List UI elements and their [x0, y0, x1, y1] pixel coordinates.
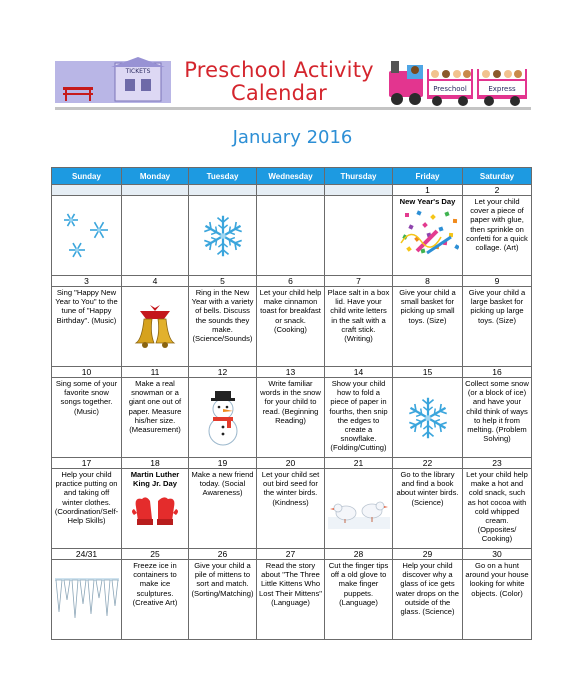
date-number: 3	[52, 276, 122, 287]
day-cell	[257, 287, 325, 367]
activity-text: Help your child practice putting on and taking off winter clothes. (Coordination/Self-Help Skills)	[54, 470, 119, 526]
activity-row	[52, 196, 532, 276]
month-title: January 2016	[232, 127, 353, 148]
date-number	[189, 185, 257, 196]
activity-text: Read the story about "The Three Little Kittens Who Lost Their Mittens" (Language)	[259, 561, 322, 607]
day-cell	[189, 378, 257, 458]
weekday-header-thursday: Thursday	[325, 168, 393, 185]
date-number: 20	[257, 458, 325, 469]
empty-cell	[257, 196, 325, 276]
activity-text: Freeze ice in containers to make ice sculptures. (Creative Art)	[132, 561, 178, 607]
activity-text: Make a new friend today. (Social Awareness)	[191, 470, 254, 498]
day-cell	[52, 469, 122, 549]
snowflakes-icon	[57, 206, 117, 266]
snowflake-icon	[405, 395, 451, 441]
activity-text: Cut the finger tips off a old glove to make finger puppets. (Language)	[328, 561, 389, 607]
day-cell	[325, 469, 393, 549]
weekday-header-tuesday: Tuesday	[189, 168, 257, 185]
day-cell	[325, 378, 393, 458]
title-line-2: Calendar	[230, 81, 328, 105]
day-cell	[122, 560, 189, 640]
date-number: 13	[257, 367, 325, 378]
day-cell	[52, 560, 122, 640]
day-cell	[189, 196, 257, 276]
date-number: 8	[393, 276, 463, 287]
date-number: 7	[325, 276, 393, 287]
date-number	[325, 185, 393, 196]
mittens-icon	[130, 495, 180, 529]
date-number-row	[52, 276, 532, 287]
day-cell	[463, 287, 532, 367]
activity-text: Go on a hunt around your house looking for white objects. (Color)	[465, 561, 529, 598]
date-number: 11	[122, 367, 189, 378]
holiday-title: New Year's Day	[399, 197, 456, 206]
day-cell	[122, 469, 189, 549]
day-cell	[325, 560, 393, 640]
day-cell	[463, 560, 532, 640]
date-number: 6	[257, 276, 325, 287]
day-cell	[325, 287, 393, 367]
day-cell	[257, 378, 325, 458]
activity-row	[52, 287, 532, 367]
day-cell	[463, 469, 532, 549]
activity-text: Place salt in a box lid. Have your child write letters in the salt with a craft stick. (Writing)	[327, 288, 390, 344]
activity-text: Let your child cover a piece of paper with glue, then sprinkle on confetti for a quick collage. (Art)	[466, 197, 528, 253]
date-number: 14	[325, 367, 393, 378]
page-title	[173, 59, 385, 105]
day-cell	[393, 378, 463, 458]
activity-text: Sing some of your favorite snow songs together. (Music)	[55, 379, 118, 416]
day-cell	[189, 287, 257, 367]
date-number: 12	[189, 367, 257, 378]
title-line-1: Preschool Activity	[184, 58, 374, 82]
activity-text: Collect some snow (or a block of ice) and have your child think of ways to help it from melting. (Problem Solving)	[465, 379, 529, 444]
track-line	[55, 107, 531, 110]
activity-text: Ring in the New Year with a variety of bells. Discuss the sounds they make. (Science/Sounds)	[191, 288, 254, 344]
day-cell	[52, 378, 122, 458]
activity-text: Let your child set out bird seed for the winter birds. (Kindness)	[261, 470, 320, 507]
weekday-header-wednesday: Wednesday	[257, 168, 325, 185]
activity-text: Give your child a large basket for picking up large toys. (Size)	[468, 288, 526, 325]
date-number: 5	[189, 276, 257, 287]
date-number: 22	[393, 458, 463, 469]
date-number: 18	[122, 458, 189, 469]
date-number: 24/31	[52, 549, 122, 560]
date-number: 19	[189, 458, 257, 469]
birds-icon	[328, 489, 390, 529]
day-cell	[463, 378, 532, 458]
date-number: 9	[463, 276, 532, 287]
activity-text: Show your child how to fold a piece of paper in fourths, then snip the edges to create a snowflake. (Folding/Cutting)	[329, 379, 388, 453]
activity-text: Give your child a pile of mittens to sort and match. (Sorting/Matching)	[191, 561, 254, 598]
date-number	[122, 185, 189, 196]
day-cell	[189, 560, 257, 640]
date-number: 17	[52, 458, 122, 469]
day-cell	[463, 196, 532, 276]
activity-row	[52, 560, 532, 640]
day-cell	[122, 287, 189, 367]
activity-text: Sing "Happy New Year to You" to the tune of "Happy Birthday". (Music)	[55, 288, 118, 325]
date-number: 10	[52, 367, 122, 378]
empty-cell	[325, 196, 393, 276]
weekday-header-saturday: Saturday	[463, 168, 532, 185]
weekday-header-row	[52, 168, 532, 185]
day-cell	[393, 560, 463, 640]
date-number: 25	[122, 549, 189, 560]
bells-icon	[130, 303, 180, 351]
weekday-header-friday: Friday	[393, 168, 463, 185]
confetti-icon	[397, 207, 459, 257]
date-number: 23	[463, 458, 532, 469]
station-sign: TICKETS	[125, 68, 151, 75]
day-cell	[257, 560, 325, 640]
activity-text: Write familiar words in the snow for your child to read. (Beginning Reading)	[260, 379, 321, 425]
day-cell	[122, 378, 189, 458]
day-cell	[393, 469, 463, 549]
activity-text: Let your child help make cinnamon toast for breakfast or snack. (Cooking)	[259, 288, 322, 334]
date-number: 28	[325, 549, 393, 560]
calendar-header	[55, 55, 531, 115]
date-number: 21	[325, 458, 393, 469]
icicles-icon	[55, 578, 119, 622]
holiday-title: Martin Luther King Jr. Day	[130, 470, 180, 489]
day-cell	[257, 469, 325, 549]
empty-cell	[122, 196, 189, 276]
day-cell	[52, 196, 122, 276]
train-car1-sign: Preschool	[433, 85, 467, 93]
date-number: 2	[463, 185, 532, 196]
train-icon	[385, 55, 531, 111]
activity-text: Help your child discover why a glass of ice gets water drops on the outside of the glass. (Science)	[396, 561, 459, 617]
weekday-header-monday: Monday	[122, 168, 189, 185]
date-number: 27	[257, 549, 325, 560]
date-number	[52, 185, 122, 196]
date-number: 30	[463, 549, 532, 560]
train-car2-sign: Express	[488, 85, 516, 93]
snowman-icon	[201, 389, 245, 447]
activity-text: Make a real snowman or a giant one out of paper. Measure his/her size. (Measurement)	[128, 379, 182, 435]
day-cell	[393, 287, 463, 367]
day-cell	[189, 469, 257, 549]
date-number: 15	[393, 367, 463, 378]
activity-text: Let your child help make a hot and cold snack, such as hot cocoa with cold whipped cream. (Opposites/ Cooking)	[466, 470, 528, 544]
date-number-row	[52, 185, 532, 196]
date-number: 1	[393, 185, 463, 196]
date-number: 16	[463, 367, 532, 378]
calendar-grid	[51, 167, 532, 640]
date-number: 26	[189, 549, 257, 560]
activity-text: Give your child a small basket for picking up small toys. (Size)	[399, 288, 456, 325]
date-number: 29	[393, 549, 463, 560]
date-number	[257, 185, 325, 196]
activity-row	[52, 378, 532, 458]
activity-row	[52, 469, 532, 549]
train-station-icon	[55, 57, 171, 105]
snowflake-icon	[200, 213, 246, 259]
day-cell	[52, 287, 122, 367]
weekday-header-sunday: Sunday	[52, 168, 122, 185]
date-number-row	[52, 458, 532, 469]
date-number-row	[52, 549, 532, 560]
day-cell	[393, 196, 463, 276]
activity-text: Go to the library and find a book about winter birds. (Science)	[396, 470, 459, 507]
date-number-row	[52, 367, 532, 378]
date-number: 4	[122, 276, 189, 287]
